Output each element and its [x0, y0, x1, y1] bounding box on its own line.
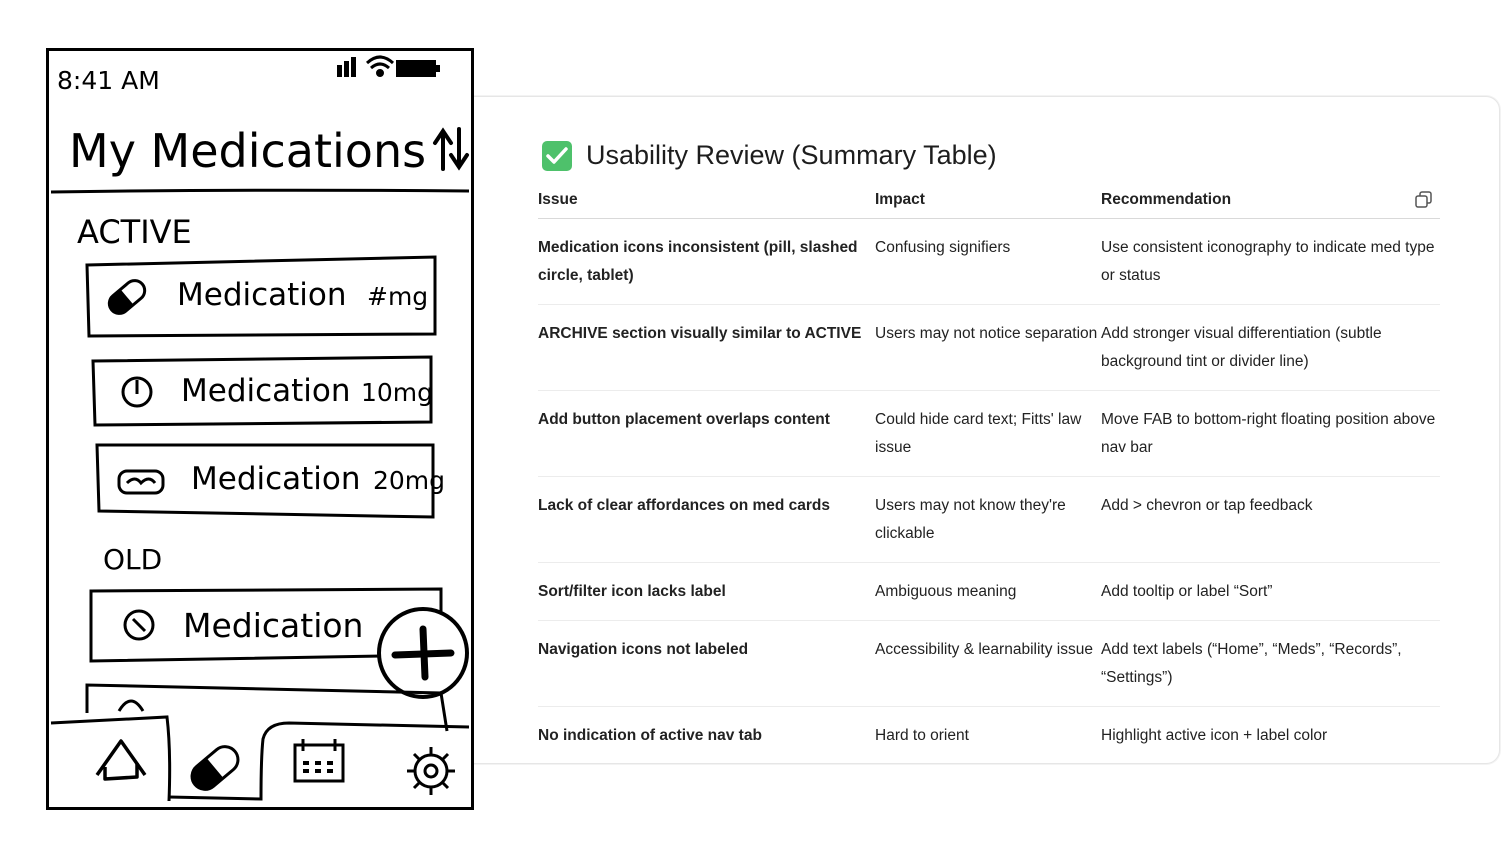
section-old: OLD [103, 543, 163, 576]
recommendation-cell: Add text labels (“Home”, “Meds”, “Records”, “Settings”) [1101, 621, 1440, 707]
table-row [538, 707, 1440, 765]
battery-icon [397, 61, 440, 76]
issue-cell: Medication icons inconsistent (pill, slashed circle, tablet) [538, 219, 875, 305]
table-row [538, 391, 1440, 477]
phone-sketch [46, 48, 474, 810]
column-header-recommendation-label: Recommendation [1101, 191, 1232, 208]
issue-cell: No indication of active nav tab [538, 727, 762, 744]
pill-icon [105, 276, 148, 317]
status-time: 8:41 AM [57, 66, 160, 95]
review-table [538, 186, 1440, 764]
column-header-impact: Impact [875, 186, 1101, 219]
impact-cell: Hard to orient [875, 727, 969, 744]
column-header-issue: Issue [538, 186, 875, 219]
impact-cell: Confusing signifiers [875, 219, 1101, 305]
issue-cell: ARCHIVE section visually similar to ACTIVE [538, 305, 875, 391]
issue-cell: Lack of clear affordances on med cards [538, 477, 875, 563]
impact-cell: Users may not notice separation [875, 305, 1101, 391]
recommendation-cell: Add > chevron or tap feedback [1101, 477, 1440, 563]
impact-cell: Accessibility & learnability issue [875, 621, 1101, 707]
page-title: My Medications [69, 124, 427, 178]
medication-name: Medication [177, 277, 347, 313]
wifi-icon [367, 57, 393, 76]
medication-card[interactable] [97, 445, 445, 517]
home-icon[interactable] [97, 741, 145, 779]
table-row [538, 621, 1440, 707]
slashed-circle-icon [123, 378, 151, 406]
medication-name: Medication [181, 373, 351, 409]
section-active: ACTIVE [77, 213, 192, 251]
recommendation-cell: Add tooltip or label “Sort” [1101, 563, 1440, 621]
sort-icon[interactable] [435, 129, 467, 169]
table-row [538, 305, 1440, 391]
impact-cell: Users may not know they're clickable [875, 477, 1101, 563]
medication-card[interactable] [87, 257, 435, 336]
medication-name: Medication [183, 606, 364, 645]
recommendation-cell: Highlight active icon + label color [1101, 727, 1328, 744]
bottom-nav [51, 717, 469, 801]
recommendation-cell: Use consistent iconography to indicate med type or status [1101, 219, 1440, 305]
issue-cell: Add button placement overlaps content [538, 391, 875, 477]
medication-dose: 20mg [373, 466, 446, 495]
table-row [538, 477, 1440, 563]
review-title: Usability Review (Summary Table) [586, 140, 997, 170]
medication-dose: 10mg [361, 378, 434, 407]
impact-cell: Could hide card text; Fitts' law issue [875, 391, 1101, 477]
slashed-circle-icon [125, 611, 153, 639]
medication-name: Medication [191, 461, 361, 497]
table-header-row [538, 186, 1440, 219]
column-header-recommendation [1101, 186, 1440, 219]
pill-icon[interactable] [187, 741, 244, 794]
review-title-row [542, 140, 997, 171]
recommendation-cell: Move FAB to bottom-right floating position above nav bar [1101, 391, 1440, 477]
tablet-icon [119, 471, 163, 493]
gear-icon[interactable] [407, 747, 455, 795]
impact-cell: Ambiguous meaning [875, 563, 1101, 621]
medication-dose: #mg [367, 282, 429, 311]
signal-icon [337, 57, 356, 77]
recommendation-cell: Add stronger visual differentiation (subtle background tint or divider line) [1101, 305, 1440, 391]
medication-card[interactable] [93, 357, 433, 425]
checkmark-icon [542, 141, 572, 171]
calendar-icon[interactable] [295, 739, 343, 781]
add-button[interactable] [379, 609, 467, 697]
table-row [538, 219, 1440, 305]
issue-cell: Sort/filter icon lacks label [538, 563, 875, 621]
issue-cell: Navigation icons not labeled [538, 621, 875, 707]
copy-icon[interactable] [1414, 190, 1434, 210]
table-row [538, 563, 1440, 621]
